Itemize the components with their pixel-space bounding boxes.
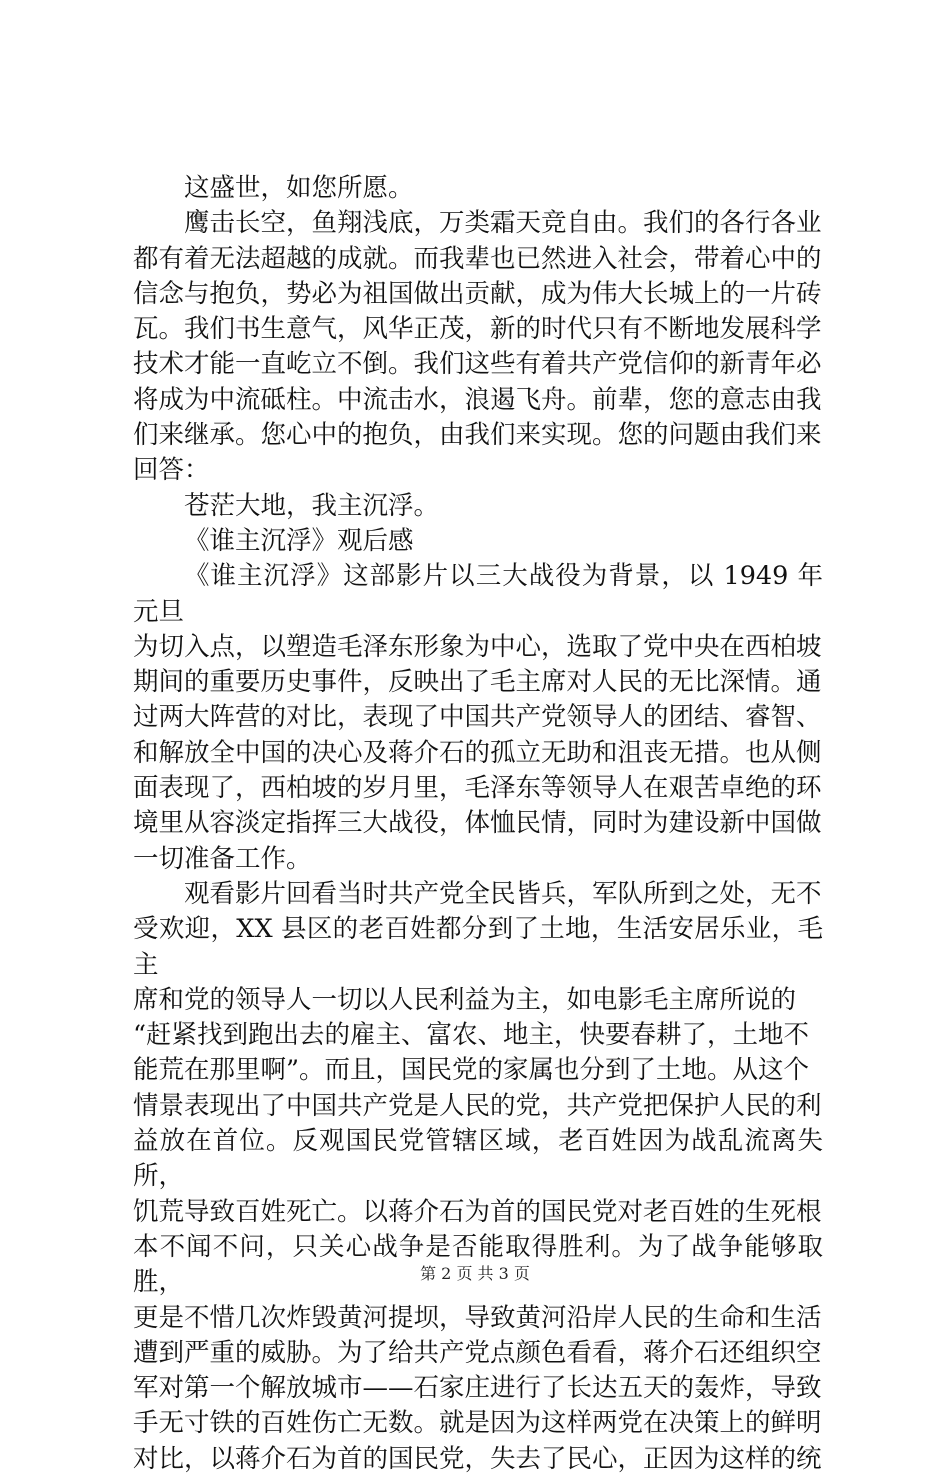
- paragraph: 观看影片回看当时共产党全民皆兵，军队所到之处，无不 受欢迎，XX 县区的老百姓都分到了土地，生活安居乐业，毛主 席和党的领导人一切以人民利益为主，如电影毛主席所说的 “赶紧找到跑出去的雇主、富农、地主，快要春耕了，土地不 能荒在那里啊”。而且，国民党的家属也分到了土地。从这个 情景表现出了中国共产党是人民的党，共产党把保护人民的利 益放在首位。反观国民党管辖区域，老百姓因为战乱流离失所， 饥荒导致百姓死亡。以蒋介石为首的国民党对老百姓的生死根 本不闻不问，只关心战争是否能取得胜利。为了战争能够取胜， 更是不惜几次炸毁黄河提坝，导致黄河沿岸人民的生命和生活 遭到严重的威胁。为了给共产党点颜色看看，蒋介石还组织空 军对第一个解放城市——石家庄进行了长达五天的轰炸，导致 手无寸铁的百姓伤亡无数。就是因为这样两党在决策上的鲜明 对比，以蒋介石为首的国民党，失去了民心，正因为这样的统: [133, 878, 823, 1474]
- page-number-footer: 第 2 页 共 3 页: [420, 1264, 530, 1283]
- section-title: 《谁主沉浮》观后感: [184, 525, 414, 556]
- paragraph: 苍茫大地，我主沉浮。: [184, 490, 440, 521]
- paragraph: 鹰击长空，鱼翔浅底，万类霜天竞自由。我们的各行各业 都有着无法超越的成就。而我辈也已然进入社会，带着心中的 信念与抱负，势必为祖国做出贡献，成为伟大长城上的一片砖 瓦。我们书生意气，风华正茂，新的时代只有不断地发展科学 技术才能一直屹立不倒。我们这些有着共产党信仰的新青年必 将成为中流砥柱。中流击水，浪遏飞舟。前辈，您的意志由我 们来继承。您心中的抱负，由我们来实现。您的问题由我们来 回答：: [133, 208, 822, 486]
- paragraph: 《谁主沉浮》这部影片以三大战役为背景，以 1949 年元旦 为切入点，以塑造毛泽东形象为中心，选取了党中央在西柏坡 期间的重要历史事件，反映出了毛主席对人民的无比深情。通 过两大阵营的对比，表现了中国共产党领导人的团结、睿智、 和解放全中国的决心及蒋介石的孤立无助和沮丧无措。也从侧 面表现了，西柏坡的岁月里，毛泽东等领导人在艰苦卓绝的环 境里从容淡定指挥三大战役，体恤民情，同时为建设新中国做 一切准备工作。: [133, 561, 823, 874]
- paragraph: 这盛世，如您所愿。: [184, 173, 414, 203]
